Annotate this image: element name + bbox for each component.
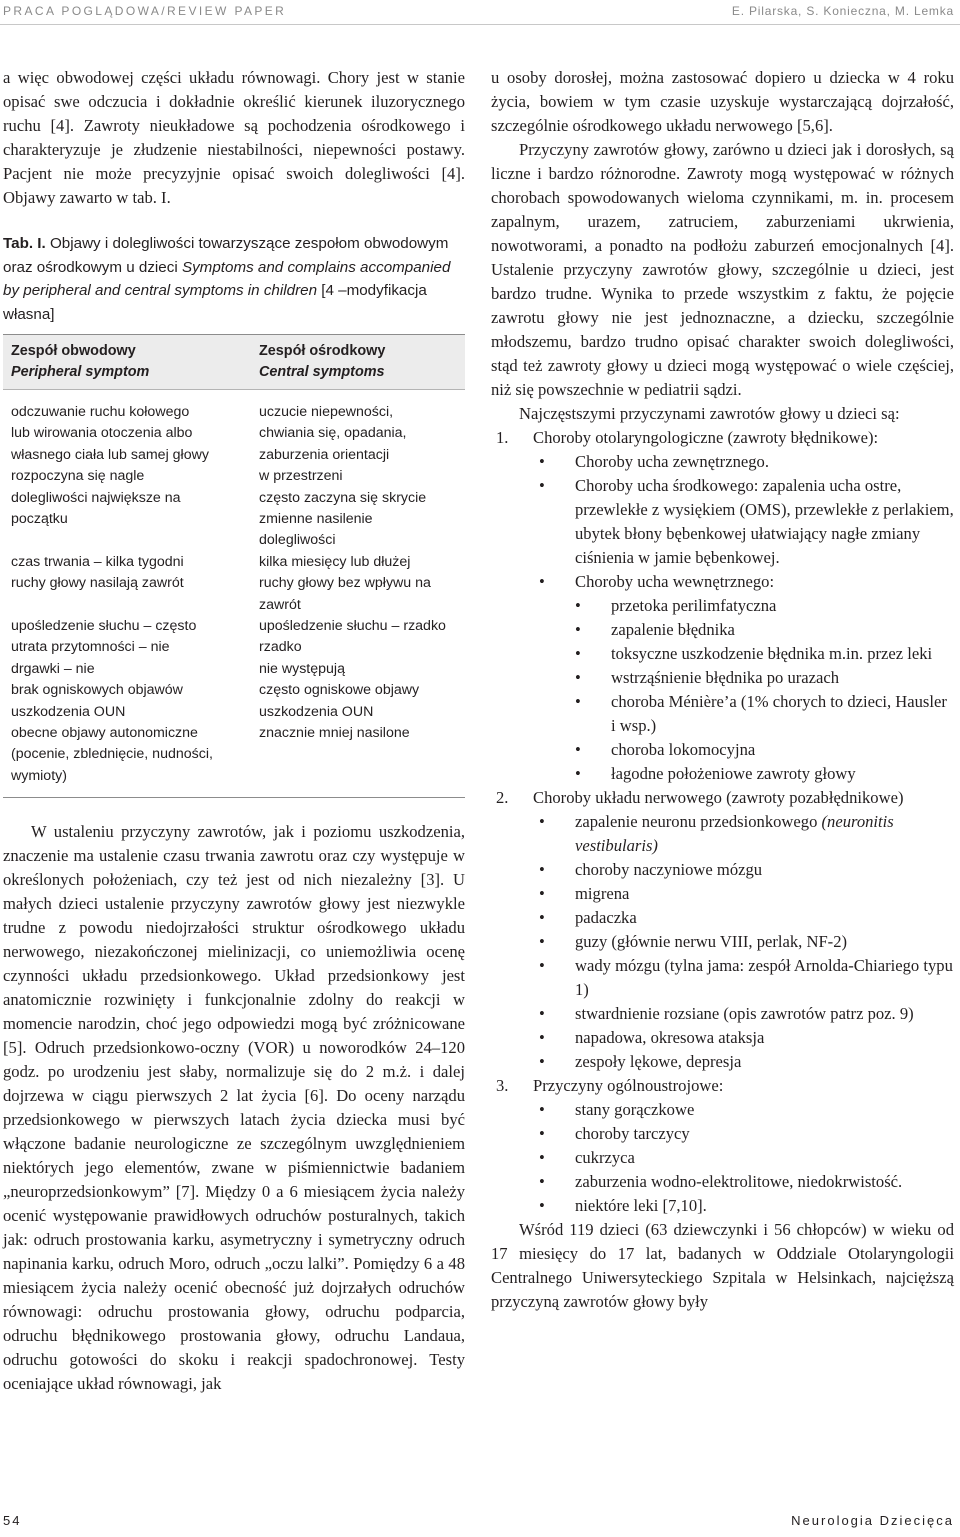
- table-cell-line: dolegliwości największe na: [11, 489, 181, 506]
- cause-item: • choroby tarczycy: [491, 1122, 954, 1146]
- running-header-section: PRACA POGLĄDOWA/REVIEW PAPER: [3, 4, 287, 18]
- left-paragraph-2: W ustaleniu przyczyny zawrotów, jak i poziomu uszkodzenia, znaczenie ma ustalenie czasu trwania zawrotu oraz czy występuje w określonych położeniach, czy też jest od nich niezależny [3]. U małych dzieci ustalenie przyczyny zawrotów głowy jest niezwykle trudne z powodu niedojrzałości struktur ośrodkowego układu nerwowego, niezakończonej mielinizacji, co uniemożliwia ocenę czynności układu przedsionkowego. Układ przedsionkowy jest anatomicznie rozwinięty i funkcjonalnie zdolny do reakcji w momencie narodzin, choć jego odpowiedzi mogą być zróżnicowane [5]. Odruch przedsionkowo-oczny (VOR) u noworodków 24–120 godz. po urodzeniu jest słaby, normalizuje się do 2 m.ż. i dalej dojrzewa w ciągu pierwszych 2 lat życia [6]. Do oceny narządu przedsionkowego w pierwszych latach życia dziecka musi być włączone badanie neurologiczne ze szczególnym uwzględnieniem niektórych jego elementów, zwane w piśmiennictwie badaniem „neuroprzedsionkowym” [7]. Między 0 a 6 miesiącem życia należy ocenić występowanie prawidłowych odruchów posturalnych, takich jak: odruch prostowania karku, asymetryczny i symetryczny odruch napinania karku, odruch Moro, odruch „oczu lalki”. Pomiędzy 6 a 48 miesiącem życia należy ocenić obecność już dojrzałych odruchów równowagi: odruchu prostowania głowy, odruchu podparcia, odruchu błędnikowego prostowania głowy, odruchu Landaua, odruchu gotowości do skoku i reakcji spadochronowej. Testy oceniające układ równowagi, jak: [3, 822, 465, 1394]
- right-paragraph-1: u osoby dorosłej, można zastosować dopiero u dziecka w 4 roku życia, bowiem w tym czasie uzyskuje wystarczającą dojrzałość, szczególnie ośrodkowego układu nerwowego [5,6].: [491, 68, 954, 135]
- cause-subitem: • łagodne położeniowe zawroty głowy: [491, 762, 954, 786]
- table-cell-line: [11, 530, 259, 551]
- cause-item: • Choroby ucha środkowego: zapalenia ucha ostre, przewlekłe z wysiękiem (OMS), przewlekłe z perlakiem, ubytek błony bębenkowej ułatwiający nagłe zmiany ciśnienia w jamie bębenkowej.: [491, 474, 954, 570]
- right-paragraph-4: Wśród 119 dzieci (63 dziewczynki i 56 chłopców) w wieku od 17 miesięcy do 17 lat, badanych w Oddziale Otolaryngologii Centralnego Uniwersyteckiego Szpitala w Helsinkach, najcięższą przyczyną zawrotów głowy były: [491, 1220, 954, 1311]
- table-column-peripheral: [11, 402, 259, 787]
- table-cell-line: w przestrzeni: [259, 468, 343, 485]
- cause-group-title: Choroby układu nerwowego (zawroty pozabłędnikowe): [533, 788, 904, 807]
- cause-item: • cukrzyca: [491, 1146, 954, 1170]
- table-body: [3, 390, 465, 797]
- table-caption-text-pl: Objawy i dolegliwości towarzyszące zespołom obwodowym oraz ośrodkowym u dzieci: [3, 235, 449, 276]
- header-central-pl: Zespół ośrodkowy: [259, 343, 386, 359]
- table-cell-line: czas trwania – kilka tygodni: [11, 553, 184, 570]
- cause-item: • choroby naczyniowe mózgu: [491, 858, 954, 882]
- cause-item: • Choroby ucha wewnętrznego:: [491, 570, 954, 594]
- table-cell-line: uczucie niepewności,: [259, 404, 394, 420]
- journal-name: Neurologia Dziecięca: [791, 1513, 954, 1528]
- table-cell-line: kilka miesięcy lub dłużej: [259, 553, 411, 570]
- table-cell-line: uszkodzenia OUN: [11, 703, 126, 720]
- table-cell-line: własnego ciała lub samej głowy: [11, 446, 209, 463]
- cause-group: [491, 786, 954, 810]
- cause-item: • zapalenie neuronu przedsionkowego (neuronitis vestibularis): [491, 810, 954, 858]
- cause-item: • guzy (głównie nerwu VIII, perlak, NF-2): [491, 930, 954, 954]
- table-cell-line: brak ogniskowych objawów: [11, 682, 183, 699]
- header-peripheral-pl: Zespół obwodowy: [11, 343, 136, 359]
- table-cell-line: zaburzenia orientacji: [259, 446, 390, 463]
- table-cell-line: chwiania się, opadania,: [259, 425, 407, 442]
- right-paragraph-2: Przyczyny zawrotów głowy, zarówno u dzieci jak i dorosłych, są liczne i bardzo różnorodne. Zawroty mogą występować w różnych chorobach spowodowanych wieloma czynnikami, m. in. procesem zapalnym, urazem, zatruciem, zaburzeniami ukrwienia, nowotworami, a ponadto na podłożu zaburzeń emocjonalnych [4]. Ustalenie przyczyny zawrotów głowy, szczególnie u dzieci, jest bardzo trudne. Wynika to przede wszystkim z faktu, że pojęcie zawrotu głowy nie jest jednoznaczne, a dziecku, szczególnie młodszemu, bardzo trudno opisać charakter swoich dolegliwości, stąd też zawroty głowy u dzieci mogą występować o wiele częściej, niż się powszechnie w pediatrii sądzi.: [491, 140, 954, 399]
- table-header-central: [259, 341, 464, 383]
- cause-item: • zespoły lękowe, depresja: [491, 1050, 954, 1074]
- table-cell-line: obecne objawy autonomiczne: [11, 725, 198, 742]
- header-rule: [0, 24, 960, 25]
- table-header-row: [3, 335, 465, 390]
- table-caption: [3, 232, 465, 326]
- cause-group: [491, 426, 954, 450]
- table-cell-line: zawrót: [259, 596, 301, 613]
- cause-group: [491, 1074, 954, 1098]
- cause-item: • niektóre leki [7,10].: [491, 1194, 954, 1218]
- table-cell-line: często zaczyna się skrycie: [259, 489, 427, 506]
- cause-subitem: • zapalenie błędnika: [491, 618, 954, 642]
- cause-item: • stany gorączkowe: [491, 1098, 954, 1122]
- cause-group-number: 3.: [496, 1076, 509, 1095]
- cause-item: • wady mózgu (tylna jama: zespół Arnolda-Chiariego typu 1): [491, 954, 954, 1002]
- cause-item: • migrena: [491, 882, 954, 906]
- table-cell-line: nie występują: [259, 660, 345, 677]
- table-cell-line: lub wirowania otoczenia albo: [11, 425, 193, 442]
- table-caption-label: Tab. I.: [3, 235, 46, 252]
- table-header-peripheral: [11, 341, 259, 383]
- cause-group-title: Przyczyny ogólnoustrojowe:: [533, 1076, 724, 1095]
- header-peripheral-en: Peripheral symptom: [11, 364, 150, 380]
- cause-item: • napadowa, okresowa ataksja: [491, 1026, 954, 1050]
- table-cell-line: uszkodzenia OUN: [259, 703, 374, 720]
- page-number: 54: [3, 1513, 22, 1528]
- causes-list: [491, 426, 954, 1218]
- right-column: [491, 66, 954, 1314]
- table-caption-source: [4 –modyfikacja własna]: [3, 282, 427, 323]
- cause-group-number: 2.: [496, 788, 509, 807]
- running-header-authors: E. Pilarska, S. Konieczna, M. Lemka: [731, 4, 954, 18]
- cause-subitem: • toksyczne uszkodzenie błędnika m.in. przez leki: [491, 642, 954, 666]
- cause-subitem: • wstrząśnienie błędnika po urazach: [491, 666, 954, 690]
- table-cell-line: upośledzenie słuchu – często: [11, 618, 197, 635]
- cause-subitem: • choroba Ménière’a (1% chorych to dzieci, Hausler i wsp.): [491, 690, 954, 738]
- table-cell-line: [11, 595, 259, 616]
- table-caption-text-en: Symptoms and complains accompanied by peripheral and central symptoms in children: [3, 258, 451, 299]
- table-cell-line: często ogniskowe objawy: [259, 682, 420, 699]
- table-cell-line: zmienne nasilenie: [259, 511, 373, 528]
- cause-subitem: • przetoka perilimfatyczna: [491, 594, 954, 618]
- table-cell-line: dolegliwości: [259, 532, 336, 549]
- table-cell-line: drgawki – nie: [11, 660, 95, 677]
- cause-item: • padaczka: [491, 906, 954, 930]
- header-central-en: Central symptoms: [259, 364, 385, 380]
- table-cell-line: ruchy głowy bez wpływu na: [259, 575, 431, 592]
- table-cell-line: początku: [11, 511, 68, 528]
- table-cell-line: znacznie mniej nasilone: [259, 725, 410, 742]
- table-column-central: [259, 402, 464, 787]
- right-paragraph-3: Najczęstszymi przyczynami zawrotów głowy u dzieci są:: [519, 404, 900, 423]
- cause-item: • Choroby ucha zewnętrznego.: [491, 450, 954, 474]
- table-cell-line: rzadko: [259, 639, 302, 656]
- table-cell-line: ruchy głowy nasilają zawrót: [11, 575, 184, 592]
- left-column: [3, 66, 465, 1396]
- table-cell-line: upośledzenie słuchu – rzadko: [259, 618, 446, 635]
- cause-group-title: Choroby otolaryngologiczne (zawroty błędnikowe):: [533, 428, 879, 447]
- cause-group-number: 1.: [496, 428, 509, 447]
- table-cell-line: rozpoczyna się nagle: [11, 468, 145, 485]
- table-cell-line: (pocenie, zblednięcie, nudności,: [11, 746, 213, 763]
- table-cell-line: wymioty): [11, 767, 67, 784]
- table-cell-line: odczuwanie ruchu kołowego: [11, 404, 190, 420]
- symptoms-table: [3, 334, 465, 798]
- left-paragraph-1: a więc obwodowej części układu równowagi. Chory jest w stanie opisać swe odczucia i dokładnie określić kierunek iluzorycznego ruchu [4]. Zawroty nieukładowe są pochodzenia ośrodkowego i charakteryzuje je złudzenie niestabilności, niepewności postawy. Pacjent nie może precyzyjnie opisać swoich dolegliwości [4]. Objawy zawarto w tab. I.: [3, 68, 465, 207]
- cause-subitem: • choroba lokomocyjna: [491, 738, 954, 762]
- table-cell-line: utrata przytomności – nie: [11, 639, 170, 656]
- cause-item: • zaburzenia wodno-elektrolitowe, niedokrwistość.: [491, 1170, 954, 1194]
- cause-item: • stwardnienie rozsiane (opis zawrotów patrz poz. 9): [491, 1002, 954, 1026]
